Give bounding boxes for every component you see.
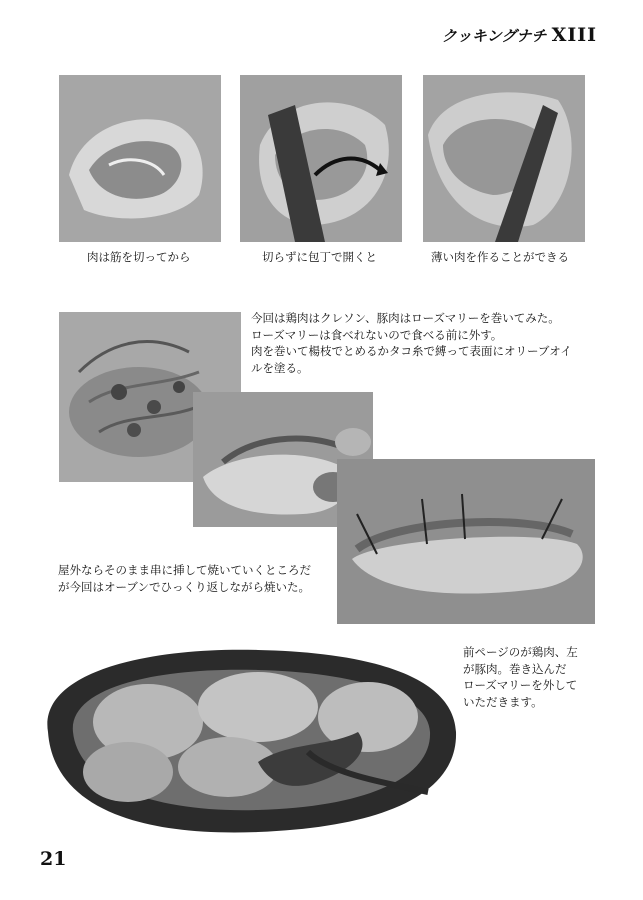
caption-thin-meat: 薄い肉を作ることができる (431, 250, 569, 264)
intro-line: ローズマリーは食べれないので食べる前に外す。 (251, 327, 503, 342)
result-line: 前ページのが鶏肉、左 (463, 645, 578, 659)
intro-paragraph (251, 310, 572, 376)
intro-line: 肉を巻いて楊枝でとめるかタコ糸で縛って表面にオリーブオイ (251, 344, 572, 358)
result-line: ローズマリーを外して (463, 678, 578, 692)
cooking-line: 屋外ならそのまま串に挿して焼いていくところだ (58, 563, 311, 577)
photo-rolled-meat-skewered (337, 459, 595, 624)
photo-finished-dish (28, 632, 460, 844)
series-logo (442, 24, 597, 46)
cooking-line: が今回はオーブンでひっくり返しながら焼いた。 (58, 579, 310, 594)
intro-line: ルを塗る。 (251, 360, 309, 375)
intro-line: 今回は鶏肉はクレソン、豚肉はローズマリーを巻いてみた。 (251, 311, 560, 325)
result-line: いただきます。 (463, 694, 543, 709)
result-line: が豚肉。巻き込んだ (463, 661, 567, 676)
result-paragraph (463, 644, 578, 710)
photo-meat-trimmed (59, 75, 221, 242)
photo-thin-meat (423, 75, 585, 242)
caption-trim-tendons: 肉は筋を切ってから (87, 250, 191, 264)
photo-meat-opening (240, 75, 402, 242)
page-number: 21 (40, 848, 67, 870)
cooking-paragraph (58, 562, 311, 595)
logo-title: クッキングナチ (441, 27, 547, 45)
caption-open-with-knife: 切らずに包丁で開くと (262, 250, 377, 264)
logo-volume: XIII (551, 24, 597, 46)
